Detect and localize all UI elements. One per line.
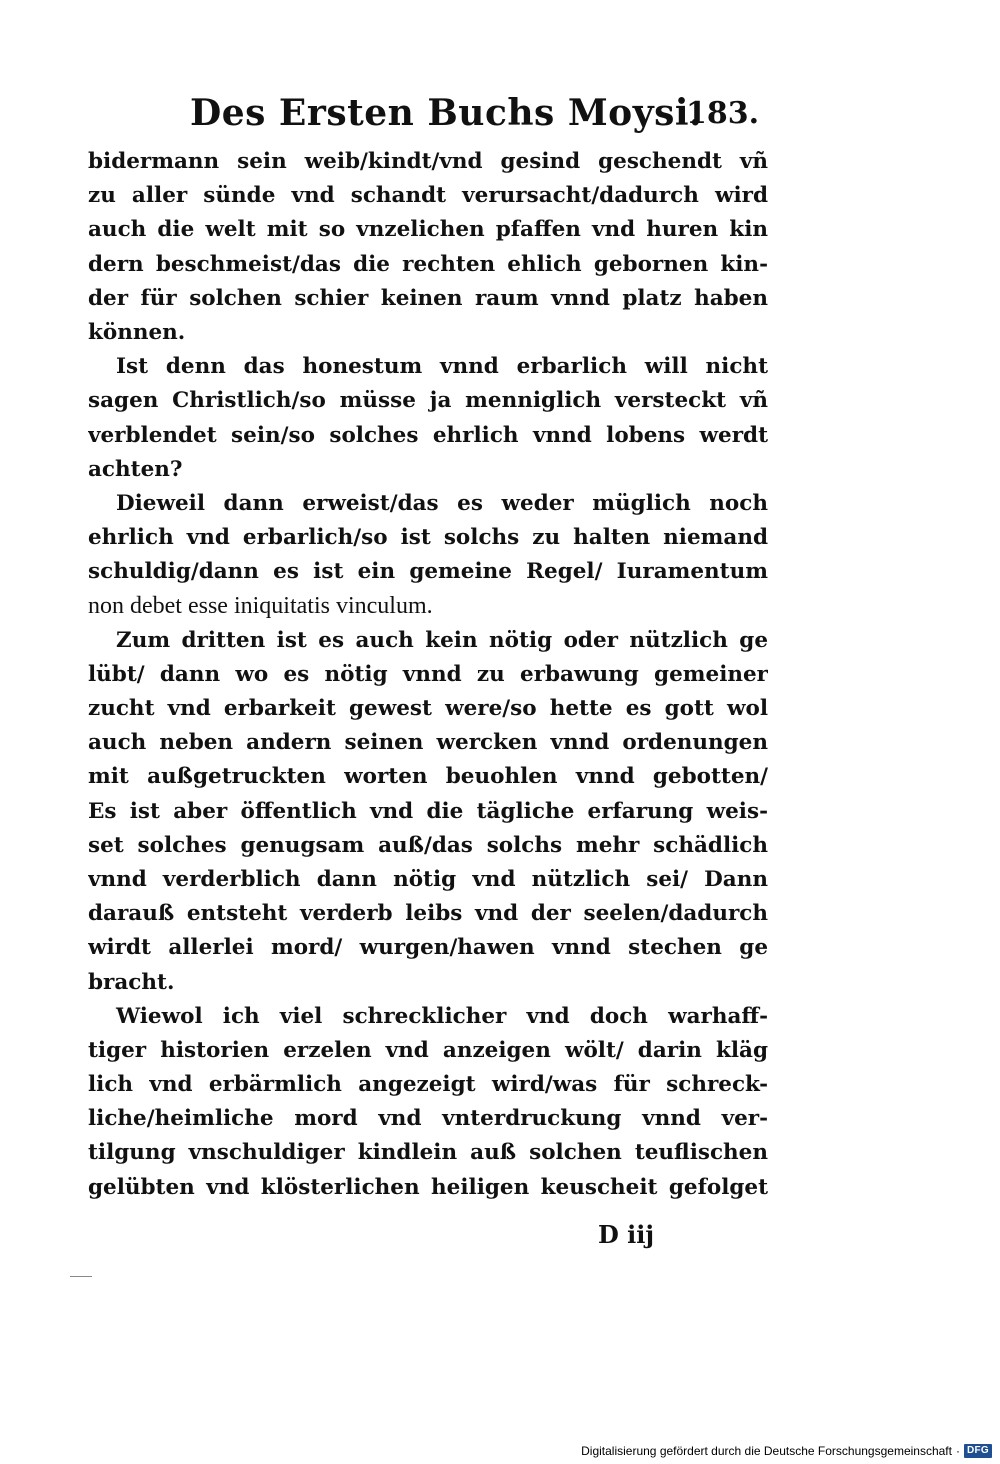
text-line: Zum dritten ist es auch kein nötig oder nützlich ge [116, 627, 768, 653]
running-head: Des Ersten Buchs Moysi. [190, 92, 703, 134]
text-line: tiger historien erzelen vnd anzeigen wölt/ darin kläg [88, 1037, 768, 1063]
text-line: sagen Christlich/so müsse ja menniglich versteckt vñ [88, 388, 768, 414]
text-line: bidermann sein weib/kindt/vnd gesind geschendt vñ [88, 149, 768, 174]
text-line: ehrlich vnd erbarlich/so ist solchs zu halten niemand [88, 525, 768, 551]
text-line: vnnd verderblich dann nötig vnd nützlich sei/ Dann [88, 866, 768, 892]
margin-mark [70, 1276, 92, 1277]
credit-text: Digitalisierung gefördert durch die Deutsche Forschungsgemeinschaft [581, 1444, 952, 1458]
text-line: der für solchen schier keinen raum vnnd platz haben [88, 285, 768, 311]
text-line: zucht vnd erbarkeit gewest were/so hette es gott wol [88, 696, 768, 721]
text-line: können. [88, 319, 186, 345]
text-line: lich vnd erbärmlich angezeigt wird/was für schreck- [88, 1072, 768, 1098]
dfg-logo[interactable]: DFG [964, 1444, 992, 1458]
text-line: darauß entsteht verderb leibs vnd der seelen/dadurch [88, 901, 768, 927]
page-number: 183. [686, 96, 760, 131]
text-line: dern beschmeist/das die rechten ehlich gebornen kin- [88, 251, 768, 277]
digitization-credit [581, 1444, 992, 1458]
text-line: achten? [88, 456, 183, 482]
text-line: tilgung vnschuldiger kindlein auß solchen teuflischen [88, 1140, 768, 1166]
text-line: schuldig/dann es ist ein gemeine Regel/ Iuramentum [88, 559, 768, 585]
text-line: lübt/ dann wo es nötig vnnd zu erbawung gemeiner [88, 661, 768, 687]
text-line: set solches genugsam auß/das solchs mehr schädlich [88, 832, 768, 858]
text-line: verblendet sein/so solches ehrlich vnnd lobens werdt [88, 422, 768, 448]
text-line: non debet esse iniquitatis vinculum. [88, 593, 433, 620]
text-line: Dieweil dann erweist/das es weder müglich noch [116, 490, 768, 516]
text-line: Wiewol ich viel schrecklicher vnd doch warhaff- [116, 1003, 768, 1029]
text-line: Ist denn das honestum vnnd erbarlich will nicht [116, 354, 768, 380]
text-line: auch die welt mit so vnzelichen pfaffen vnd huren kin [88, 217, 768, 243]
text-line: mit außgetruckten worten beuohlen vnnd gebotten/ [88, 764, 768, 790]
text-line: Es ist aber öffentlich vnd die tägliche erfarung weis- [88, 798, 768, 824]
text-line: bracht. [88, 969, 175, 995]
text-line: wirdt allerlei mord/ wurgen/hawen vnnd stechen ge [88, 935, 768, 961]
signature-mark: D iij [598, 1220, 655, 1249]
text-line: liche/heimliche mord vnd vnterdruckung vnnd ver- [88, 1106, 768, 1132]
text-line: gelübten vnd klösterlichen heiligen keuscheit gefolget [88, 1174, 768, 1200]
text-line: zu aller sünde vnd schandt verursacht/dadurch wird [88, 183, 768, 209]
text-line: auch neben andern seinen wercken vnnd ordenungen [88, 730, 768, 756]
body-text [88, 145, 768, 1205]
credit-separator: · [955, 1444, 960, 1458]
